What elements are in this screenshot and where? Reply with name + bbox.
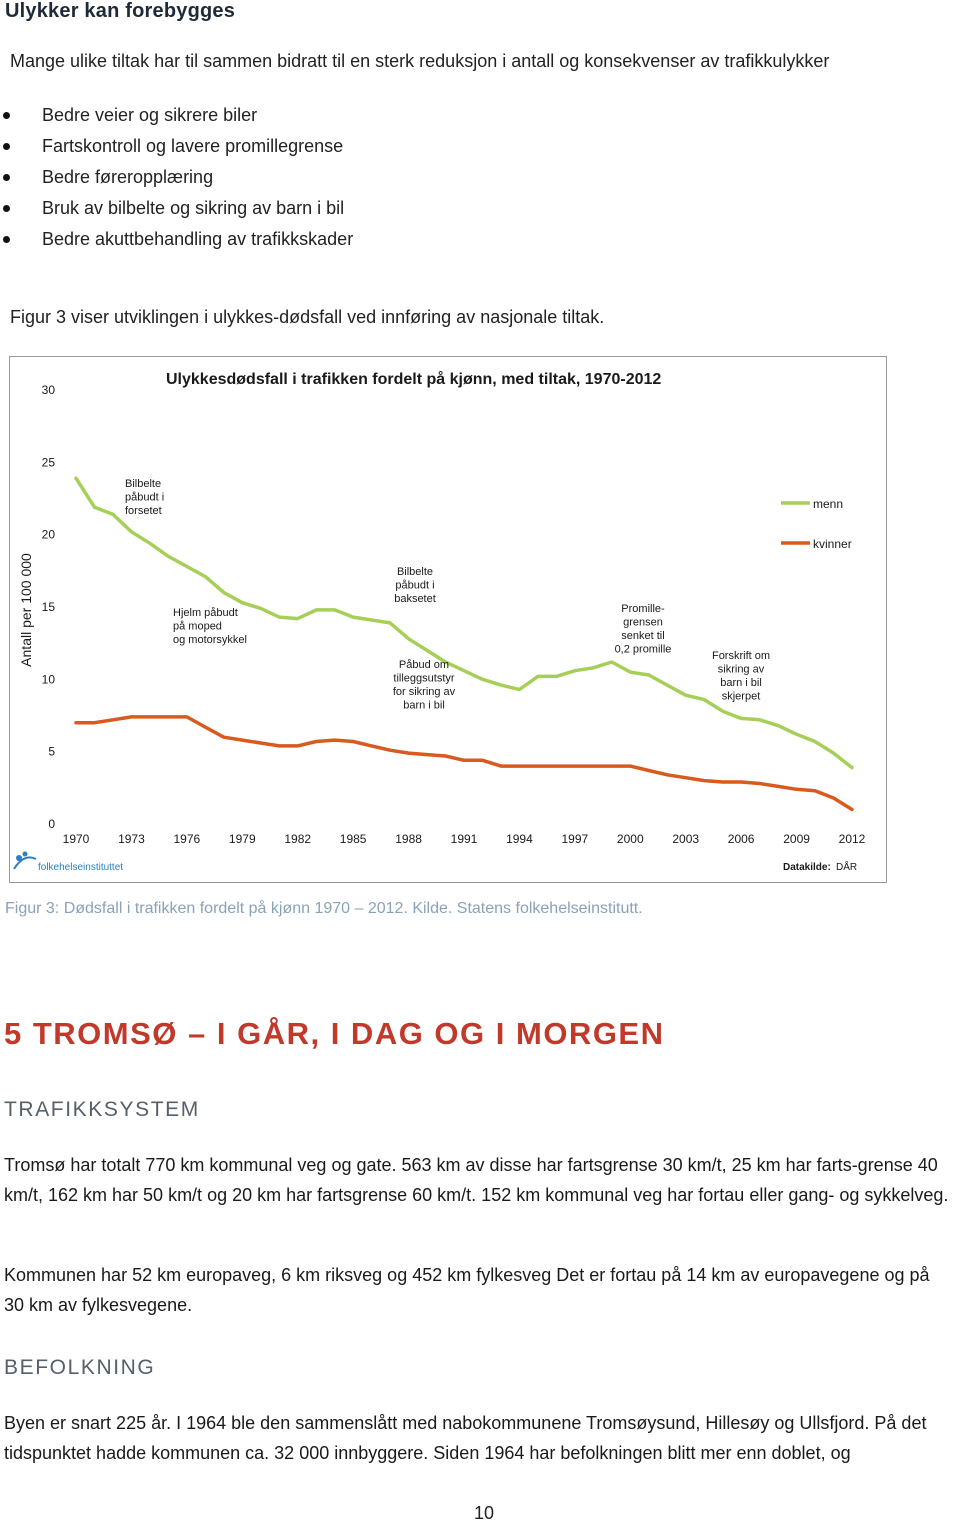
source-value: DÅR xyxy=(836,862,858,873)
annotation-text: grensen xyxy=(623,616,663,629)
chart-figure xyxy=(9,356,887,883)
x-tick-label: 1970 xyxy=(62,832,90,846)
chart-title: Ulykkesdødsfall i trafikken fordelt på kjønn, med tiltak, 1970-2012 xyxy=(166,371,662,388)
x-tick-label: 2012 xyxy=(838,832,866,846)
x-tick-label: 2000 xyxy=(616,832,644,846)
list-item xyxy=(0,131,353,162)
measures-list xyxy=(0,100,353,255)
y-tick-label: 5 xyxy=(48,744,55,759)
paragraph-befolkning: Byen er snart 225 år. I 1964 ble den sammenslått med nabokommunene Tromsøysund, Hillesøy og Ullsfjord. På det tidspunktet hadde kommunen ca. 32 000 innbyggere. Siden 1964 har befolkningen blitt mer enn doblet, og xyxy=(4,1413,927,1463)
x-tick-label: 2006 xyxy=(727,832,755,846)
bullet-icon xyxy=(3,205,10,212)
annotation-text: 0,2 promille xyxy=(614,643,672,656)
bullet-icon xyxy=(3,143,10,150)
line-chart xyxy=(10,357,886,882)
annotation-text: Bilbelte xyxy=(396,566,434,578)
y-tick-label: 10 xyxy=(41,672,55,687)
logo-text: folkehelseinstituttet xyxy=(38,862,124,873)
policy-annotations xyxy=(125,478,770,712)
annotation-text: Forskrift om xyxy=(711,650,771,662)
y-tick-label: 15 xyxy=(41,600,55,614)
annotation-text: Bilbelte xyxy=(125,478,162,490)
legend xyxy=(781,497,852,551)
legend-label-menn: menn xyxy=(813,497,844,511)
annotation-text: barn i bil xyxy=(720,677,762,689)
logo-icon xyxy=(23,852,28,857)
page-number: 10 xyxy=(473,1503,495,1523)
list-item xyxy=(0,224,353,255)
list-item xyxy=(0,162,353,193)
annotation-text: tilleggsutstyr xyxy=(393,672,455,685)
x-tick-label: 1991 xyxy=(450,832,478,846)
annotation-text: Hjelm påbudt xyxy=(173,607,238,619)
annotation-text: Promille- xyxy=(621,603,665,615)
y-axis-label: Antall per 100 000 xyxy=(18,553,34,667)
series-line-kvinner xyxy=(76,717,852,810)
paragraph-trafikksystem-2: Kommunen har 52 km europaveg, 6 km riksveg og 452 km fylkesveg Det er fortau på 14 km av europavegene og på 30 km av fylkesvegene. xyxy=(4,1265,930,1315)
bullet-icon xyxy=(3,174,10,181)
source-label: Datakilde: xyxy=(783,862,831,873)
x-tick-label: 1997 xyxy=(561,832,589,846)
annotation-text: og motorsykkel xyxy=(173,634,247,646)
section-heading: Ulykker kan forebygges xyxy=(5,0,236,22)
y-axis xyxy=(42,383,56,831)
bullet-icon xyxy=(3,236,10,243)
annotation-text: sikring av xyxy=(717,663,765,676)
bullet-icon xyxy=(3,112,10,119)
x-axis xyxy=(63,832,866,846)
list-item-label: Bedre akuttbehandling av trafikkskader xyxy=(42,229,354,249)
figure-intro: Figur 3 viser utviklingen i ulykkes-dødsfall ved innføring av nasjonale tiltak. xyxy=(10,307,605,327)
x-tick-label: 1979 xyxy=(228,832,256,846)
fhi-logo xyxy=(14,852,123,874)
chapter-title: 5 TROMSØ – I GÅR, I DAG OG I MORGEN xyxy=(4,1016,665,1051)
x-tick-label: 1985 xyxy=(339,832,367,846)
list-item xyxy=(0,193,353,224)
list-item-label: Bedre føreropplæring xyxy=(42,167,214,187)
list-item-label: Fartskontroll og lavere promillegrense xyxy=(42,136,344,156)
y-tick-label: 20 xyxy=(41,527,55,542)
list-item-label: Bedre veier og sikrere biler xyxy=(42,105,258,125)
annotation-text: Påbud om xyxy=(398,659,450,671)
x-tick-label: 1982 xyxy=(284,832,312,846)
annotation-text: barn i bil xyxy=(403,699,445,712)
list-item-label: Bruk av bilbelte og sikring av barn i bil xyxy=(42,198,345,218)
annotation-text: skjerpet xyxy=(721,690,761,703)
annotation-text: forsetet xyxy=(125,505,162,517)
y-tick-label: 0 xyxy=(48,817,55,831)
x-tick-label: 1976 xyxy=(173,832,201,846)
x-tick-label: 2003 xyxy=(672,832,700,846)
figure-caption: Figur 3: Dødsfall i trafikken fordelt på kjønn 1970 – 2012. Kilde. Statens folkehelseinstitutt. xyxy=(5,900,643,917)
x-tick-label: 1988 xyxy=(395,832,422,846)
legend-label-kvinner: kvinner xyxy=(813,537,852,551)
paragraph-trafikksystem-1: Tromsø har totalt 770 km kommunal veg og gate. 563 km av disse har fartsgrense 30 km/t, 25 km har farts-grense 40 km/t, 162 km har 50 km/t og 20 km har fartsgrense 60 km/t. 152 km kommunal veg har fortau eller gang- og sykkelveg. xyxy=(4,1155,949,1205)
subheading-trafikksystem: TRAFIKKSYSTEM xyxy=(4,1098,200,1121)
y-tick-label: 30 xyxy=(41,383,55,397)
annotation-text: på moped xyxy=(173,620,222,633)
subheading-befolkning: BEFOLKNING xyxy=(4,1356,156,1379)
annotation-text: baksetet xyxy=(394,593,436,605)
annotation-text: senket til xyxy=(621,630,665,642)
x-tick-label: 1994 xyxy=(506,832,533,846)
intro-paragraph: Mange ulike tiltak har til sammen bidratt til en sterk reduksjon i antall og konsekvenser av trafikkulykker xyxy=(10,51,830,71)
annotation-text: påbudt i xyxy=(125,491,165,504)
annotation-text: påbudt i xyxy=(395,579,435,592)
annotation-text: for sikring av xyxy=(392,686,456,698)
y-tick-label: 25 xyxy=(41,455,55,470)
x-tick-label: 2009 xyxy=(783,832,810,846)
x-tick-label: 1973 xyxy=(118,832,145,846)
list-item xyxy=(0,100,353,131)
